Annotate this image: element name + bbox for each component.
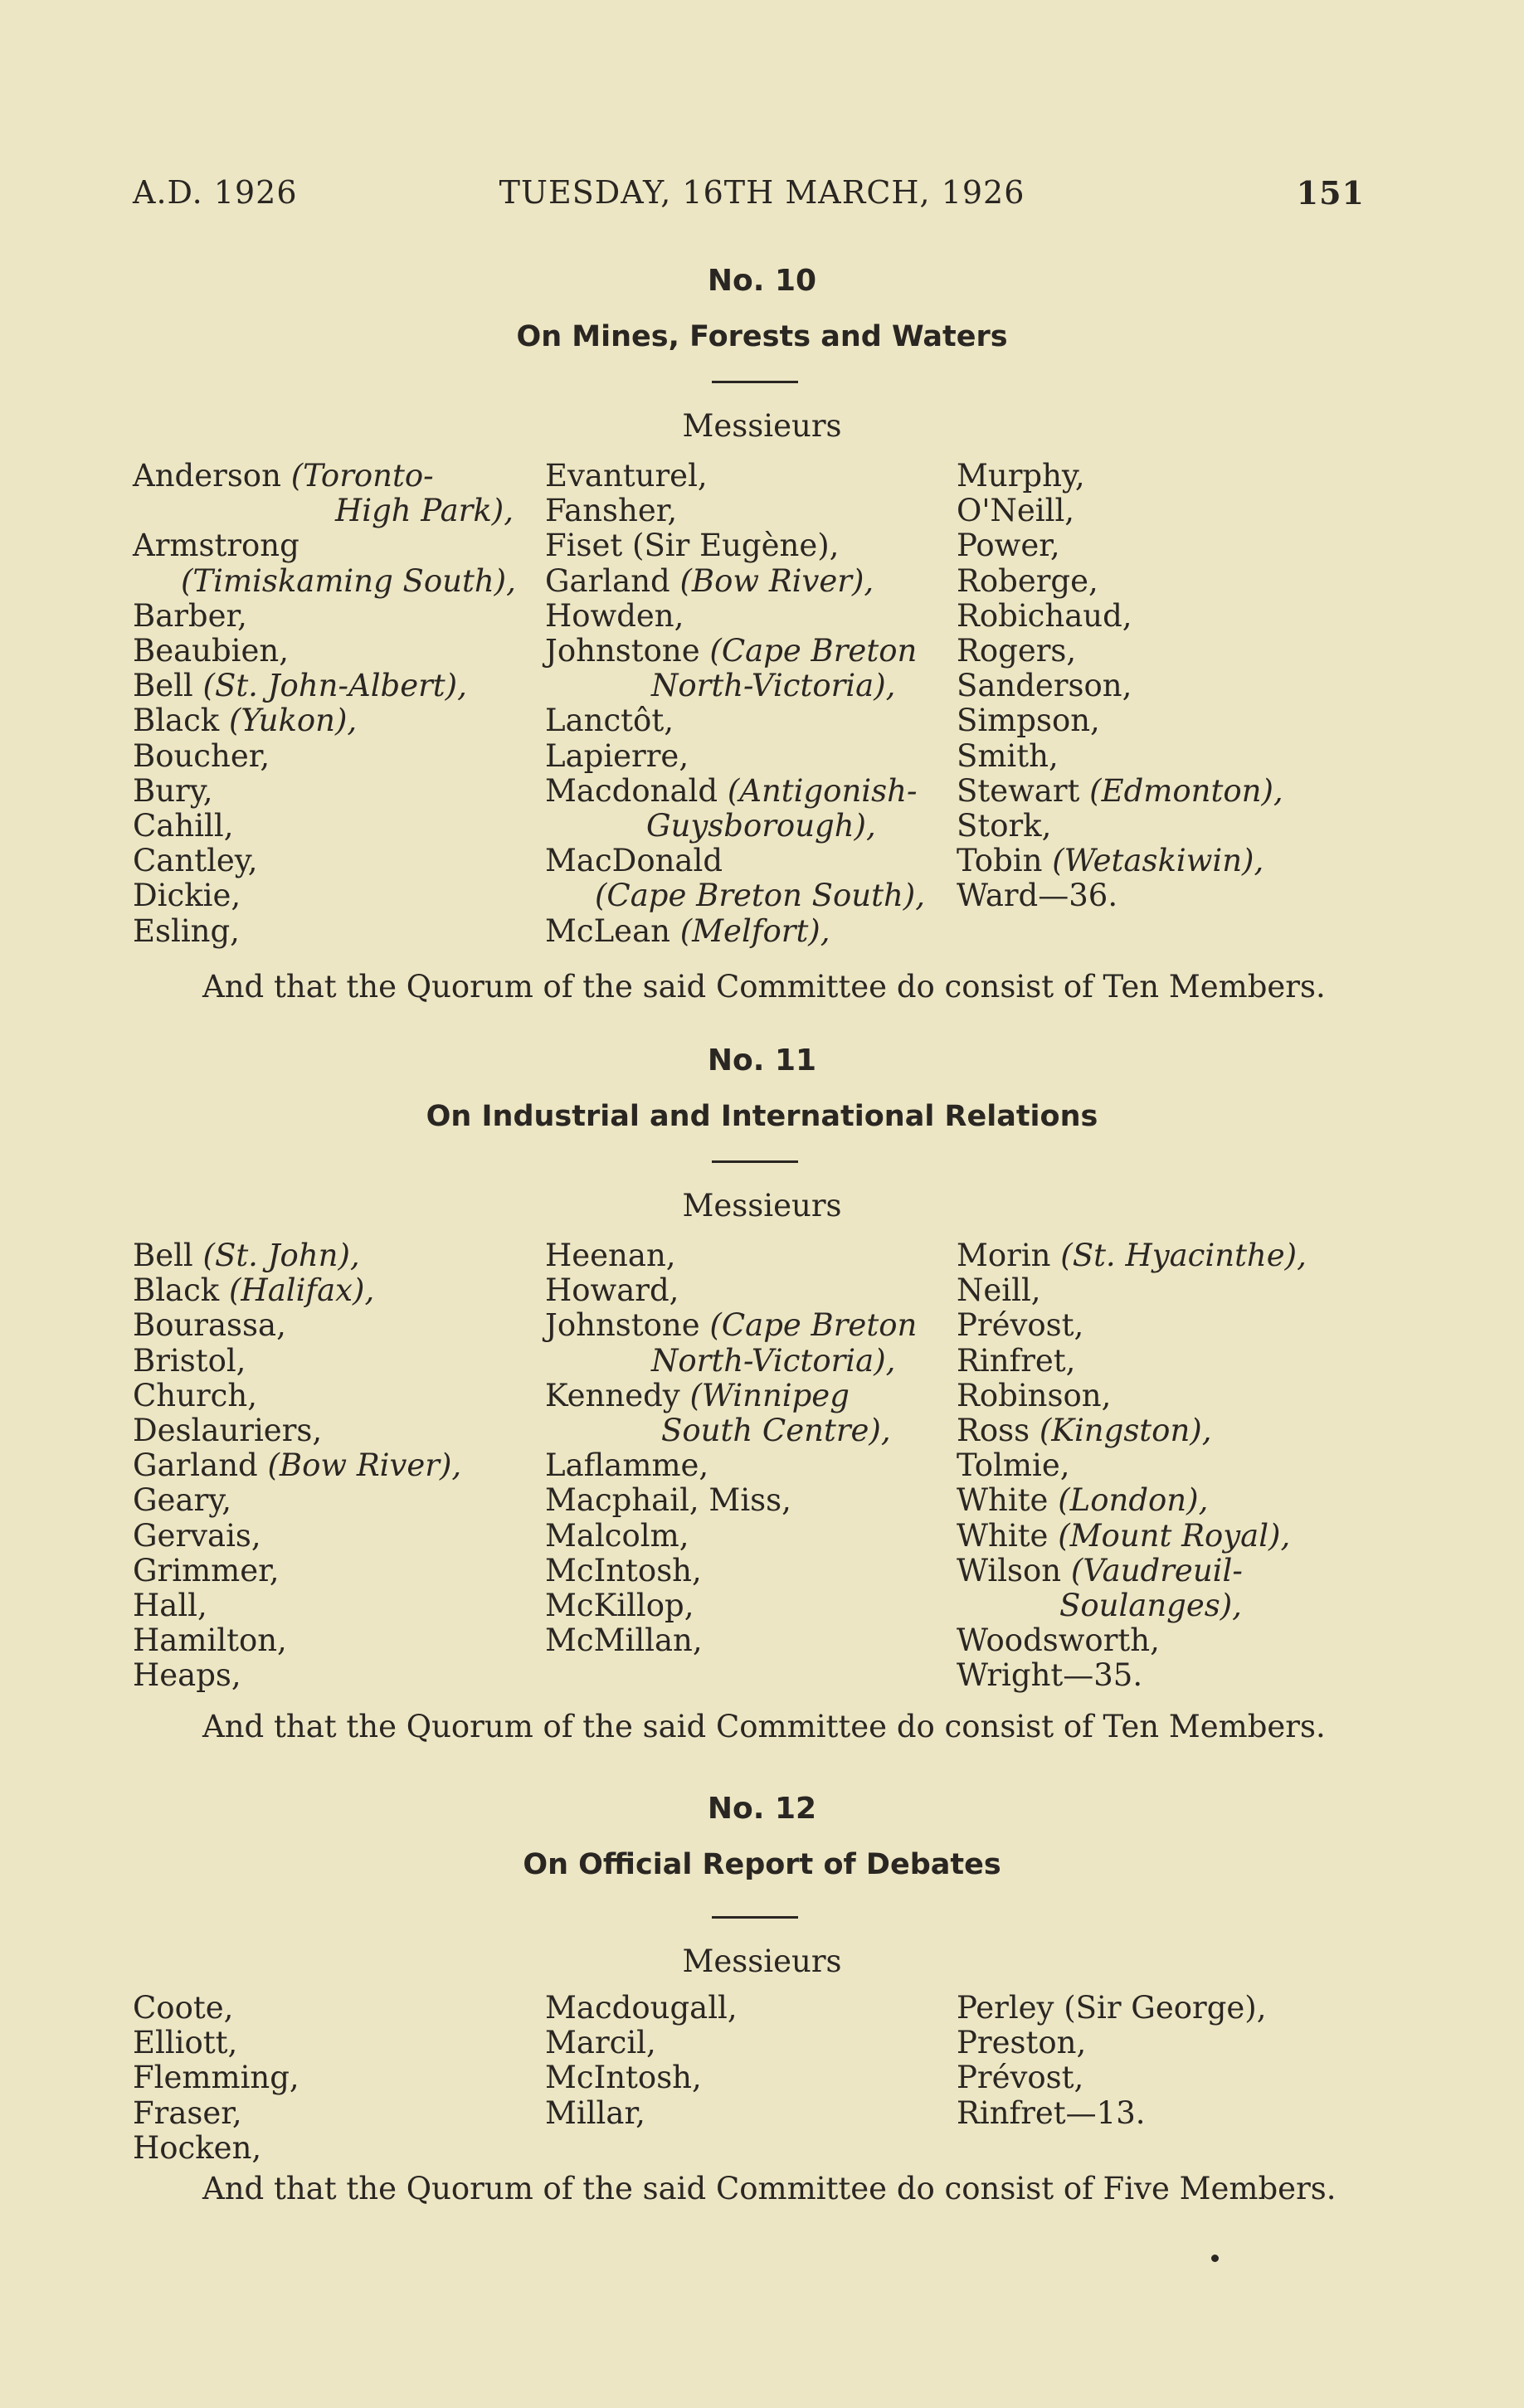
header-year: A.D. 1926 <box>133 174 298 211</box>
member-entry: Tobin (Wetaskiwin), <box>957 843 1264 879</box>
member-entry: Bury, <box>133 772 213 809</box>
member-entry: Anderson (Toronto- <box>133 458 434 494</box>
member-entry: Garland (Bow River), <box>545 562 874 599</box>
member-entry: McMillan, <box>545 1622 703 1659</box>
quorum-statement: And that the Quorum of the said Committee do consist of Ten Members. <box>202 969 1326 1005</box>
member-entry: Rinfret—13. <box>957 2094 1146 2131</box>
member-column <box>133 459 516 949</box>
member-entry: Prévost, <box>957 2060 1084 2096</box>
member-entry: Howard, <box>545 1272 679 1309</box>
member-entry: Rogers, <box>957 633 1077 669</box>
member-column <box>545 1991 738 2131</box>
member-entry: Armstrong <box>133 528 299 564</box>
member-entry: Murphy, <box>957 458 1085 494</box>
member-entry: Macdonald (Antigonish- <box>545 772 918 809</box>
section-number: No. 11 <box>707 1043 817 1078</box>
member-entry: Boucher, <box>133 737 270 774</box>
member-entry: Bell (St. John), <box>133 1238 360 1273</box>
member-entry: Howden, <box>545 597 684 634</box>
member-entry: White (London), <box>957 1482 1209 1519</box>
member-entry: Perley (Sir George), <box>957 1990 1267 2026</box>
member-entry: Johnstone (Cape Breton <box>545 633 918 669</box>
member-entry: Kennedy (Winnipeg <box>545 1377 850 1413</box>
member-entry: Heenan, <box>545 1238 676 1273</box>
member-entry: (Timiskaming South), <box>181 562 516 599</box>
member-entry: Preston, <box>957 2025 1087 2061</box>
messieurs-heading: Messieurs <box>682 408 842 444</box>
member-entry: Black (Halifax), <box>133 1272 375 1309</box>
member-entry: McIntosh, <box>545 2060 702 2096</box>
member-entry: White (Mount Royal), <box>957 1517 1291 1554</box>
member-entry: Wright—35. <box>957 1657 1143 1694</box>
member-entry: Woodsworth, <box>957 1622 1160 1659</box>
member-column <box>957 1238 1307 1694</box>
member-entry: Simpson, <box>957 703 1100 739</box>
member-column <box>133 1991 299 2166</box>
member-entry: Cahill, <box>133 808 234 844</box>
member-entry: North-Victoria), <box>651 1342 896 1379</box>
divider <box>712 1916 798 1919</box>
member-entry: Garland (Bow River), <box>133 1447 462 1484</box>
member-entry: Ross (Kingston), <box>957 1413 1212 1449</box>
member-entry: Deslauriers, <box>133 1413 323 1449</box>
member-column <box>957 459 1283 914</box>
member-entry: Millar, <box>545 2094 645 2131</box>
member-entry: Bell (St. John-Albert), <box>133 668 467 704</box>
member-entry: Beaubien, <box>133 633 289 669</box>
member-entry: Wilson (Vaudreuil- <box>957 1552 1243 1588</box>
section-number: No. 10 <box>707 264 817 298</box>
member-entry: Smith, <box>957 737 1059 774</box>
member-entry: Fansher, <box>545 493 678 529</box>
member-entry: Coote, <box>133 1990 234 2026</box>
member-entry: (Cape Breton South), <box>595 878 926 914</box>
member-entry: High Park), <box>335 493 514 529</box>
member-entry: Hocken, <box>133 2129 262 2166</box>
member-entry: Bristol, <box>133 1342 246 1379</box>
member-column <box>133 1238 461 1694</box>
messieurs-heading: Messieurs <box>682 1188 842 1223</box>
member-entry: Hamilton, <box>133 1622 287 1659</box>
member-entry: Sanderson, <box>957 668 1132 704</box>
divider <box>712 1160 798 1163</box>
quorum-statement: And that the Quorum of the said Committee do consist of Five Members. <box>202 2171 1337 2206</box>
member-entry: Black (Yukon), <box>133 703 358 739</box>
divider <box>712 381 798 383</box>
member-entry: MacDonald <box>545 843 723 879</box>
member-entry: North-Victoria), <box>651 668 896 704</box>
member-entry: Marcil, <box>545 2025 656 2061</box>
section-title: On Mines, Forests and Waters <box>516 320 1008 353</box>
member-entry: Roberge, <box>957 562 1098 599</box>
member-entry: Hall, <box>133 1588 207 1624</box>
member-entry: McLean (Melfort), <box>545 912 830 949</box>
member-entry: Gervais, <box>133 1517 261 1554</box>
member-entry: Macdougall, <box>545 1990 738 2026</box>
member-entry: Heaps, <box>133 1657 241 1694</box>
member-column <box>545 459 925 949</box>
member-entry: Flemming, <box>133 2060 299 2096</box>
member-entry: Stork, <box>957 808 1052 844</box>
member-entry: Malcolm, <box>545 1517 689 1554</box>
member-entry: Morin (St. Hyacinthe), <box>957 1238 1307 1273</box>
member-entry: Grimmer, <box>133 1552 280 1588</box>
member-entry: Robichaud, <box>957 597 1132 634</box>
member-entry: Guysborough), <box>646 808 876 844</box>
member-entry: Evanturel, <box>545 458 708 494</box>
member-entry: Dickie, <box>133 878 241 914</box>
member-entry: Neill, <box>957 1272 1041 1309</box>
member-column <box>545 1238 917 1658</box>
member-entry: Fraser, <box>133 2094 242 2131</box>
member-entry: Barber, <box>133 597 247 634</box>
member-entry: Bourassa, <box>133 1307 286 1344</box>
member-entry: Elliott, <box>133 2025 238 2061</box>
member-entry: Church, <box>133 1377 257 1413</box>
messieurs-heading: Messieurs <box>682 1943 842 1979</box>
section-number: No. 12 <box>707 1792 817 1826</box>
member-entry: McIntosh, <box>545 1552 702 1588</box>
member-entry: Cantley, <box>133 843 258 879</box>
member-entry: Rinfret, <box>957 1342 1076 1379</box>
header-date: TUESDAY, 16TH MARCH, 1926 <box>499 174 1025 211</box>
member-entry: Johnstone (Cape Breton <box>545 1307 918 1344</box>
member-entry: Geary, <box>133 1482 231 1519</box>
member-entry: Prévost, <box>957 1307 1084 1344</box>
quorum-statement: And that the Quorum of the said Committee do consist of Ten Members. <box>202 1709 1326 1744</box>
member-entry: Laflamme, <box>545 1447 709 1484</box>
member-entry: South Centre), <box>661 1413 891 1449</box>
member-entry: McKillop, <box>545 1588 694 1624</box>
member-column <box>957 1991 1266 2131</box>
ink-dot <box>1211 2255 1219 2262</box>
member-entry: Macphail, Miss, <box>545 1482 791 1519</box>
section-title: On Industrial and International Relations <box>426 1100 1098 1133</box>
page-number: 151 <box>1296 174 1365 212</box>
member-entry: Ward—36. <box>957 878 1118 914</box>
member-entry: Tolmie, <box>957 1447 1070 1484</box>
member-entry: Power, <box>957 528 1060 564</box>
member-entry: Fiset (Sir Eugène), <box>545 528 840 564</box>
member-entry: Soulanges), <box>1059 1588 1242 1624</box>
member-entry: Stewart (Edmonton), <box>957 772 1283 809</box>
section-title: On Official Report of Debates <box>523 1848 1001 1881</box>
member-entry: Esling, <box>133 912 240 949</box>
member-entry: O'Neill, <box>957 493 1075 529</box>
member-entry: Lapierre, <box>545 737 689 774</box>
member-entry: Robinson, <box>957 1377 1112 1413</box>
member-entry: Lanctôt, <box>545 703 674 739</box>
